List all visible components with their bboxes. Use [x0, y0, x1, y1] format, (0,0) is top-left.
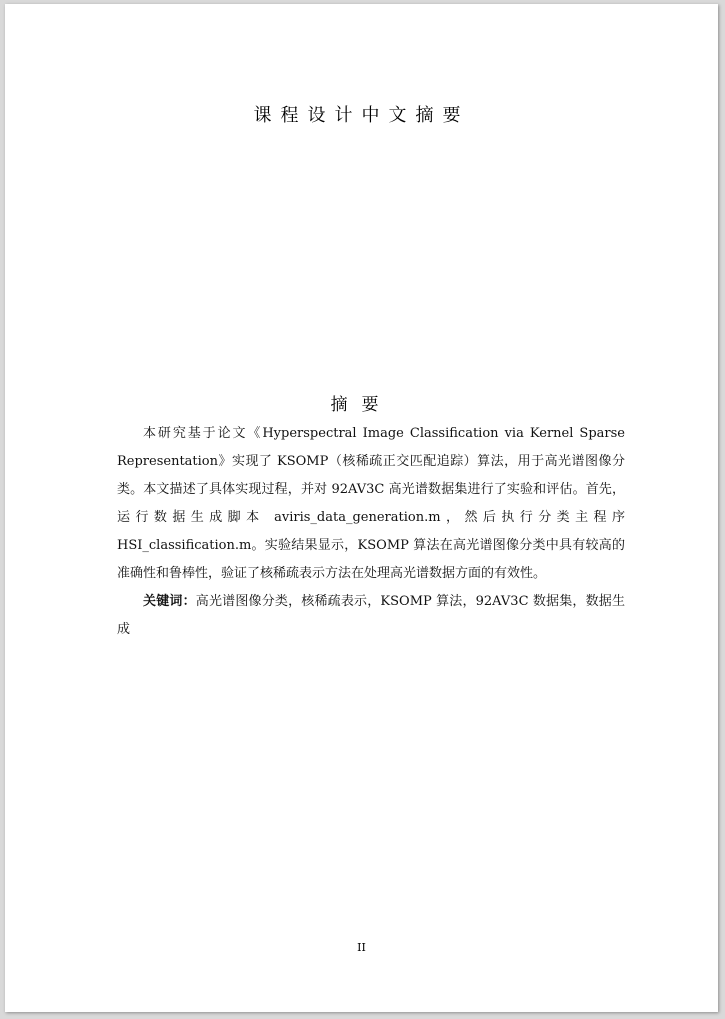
abstract-heading: 摘要 — [330, 395, 393, 415]
page-number: II — [357, 941, 366, 954]
abstract-section — [117, 420, 625, 644]
keywords-line — [117, 588, 625, 644]
abstract-paragraph: 本研究基于论文《Hyperspectral Image Classification via Kernel Sparse Representation》实现了 KSOMP（核稀疏正交匹配追踪）算法，用于高光谱图像分类。本文描述了具体实现过程，并对 92AV3C 高光谱数据集进行了实验和评估。首先，运行数据生成脚本 aviris_data_generation.m，然后执行分类主程序 HSI_classification.m。实验结果显示，KSOMP 算法在高光谱图像分类中具有较高的准确性和鲁棒性，验证了核稀疏表示方法在处理高光谱数据方面的有效性。 — [117, 426, 625, 581]
cover-title: 课程设计中文摘要 — [253, 105, 470, 126]
keywords-text: 高光谱图像分类，核稀疏表示，KSOMP 算法，92AV3C 数据集，数据生成 — [117, 594, 625, 637]
document-page — [5, 4, 718, 1012]
keywords-label: 关键词： — [143, 594, 196, 609]
